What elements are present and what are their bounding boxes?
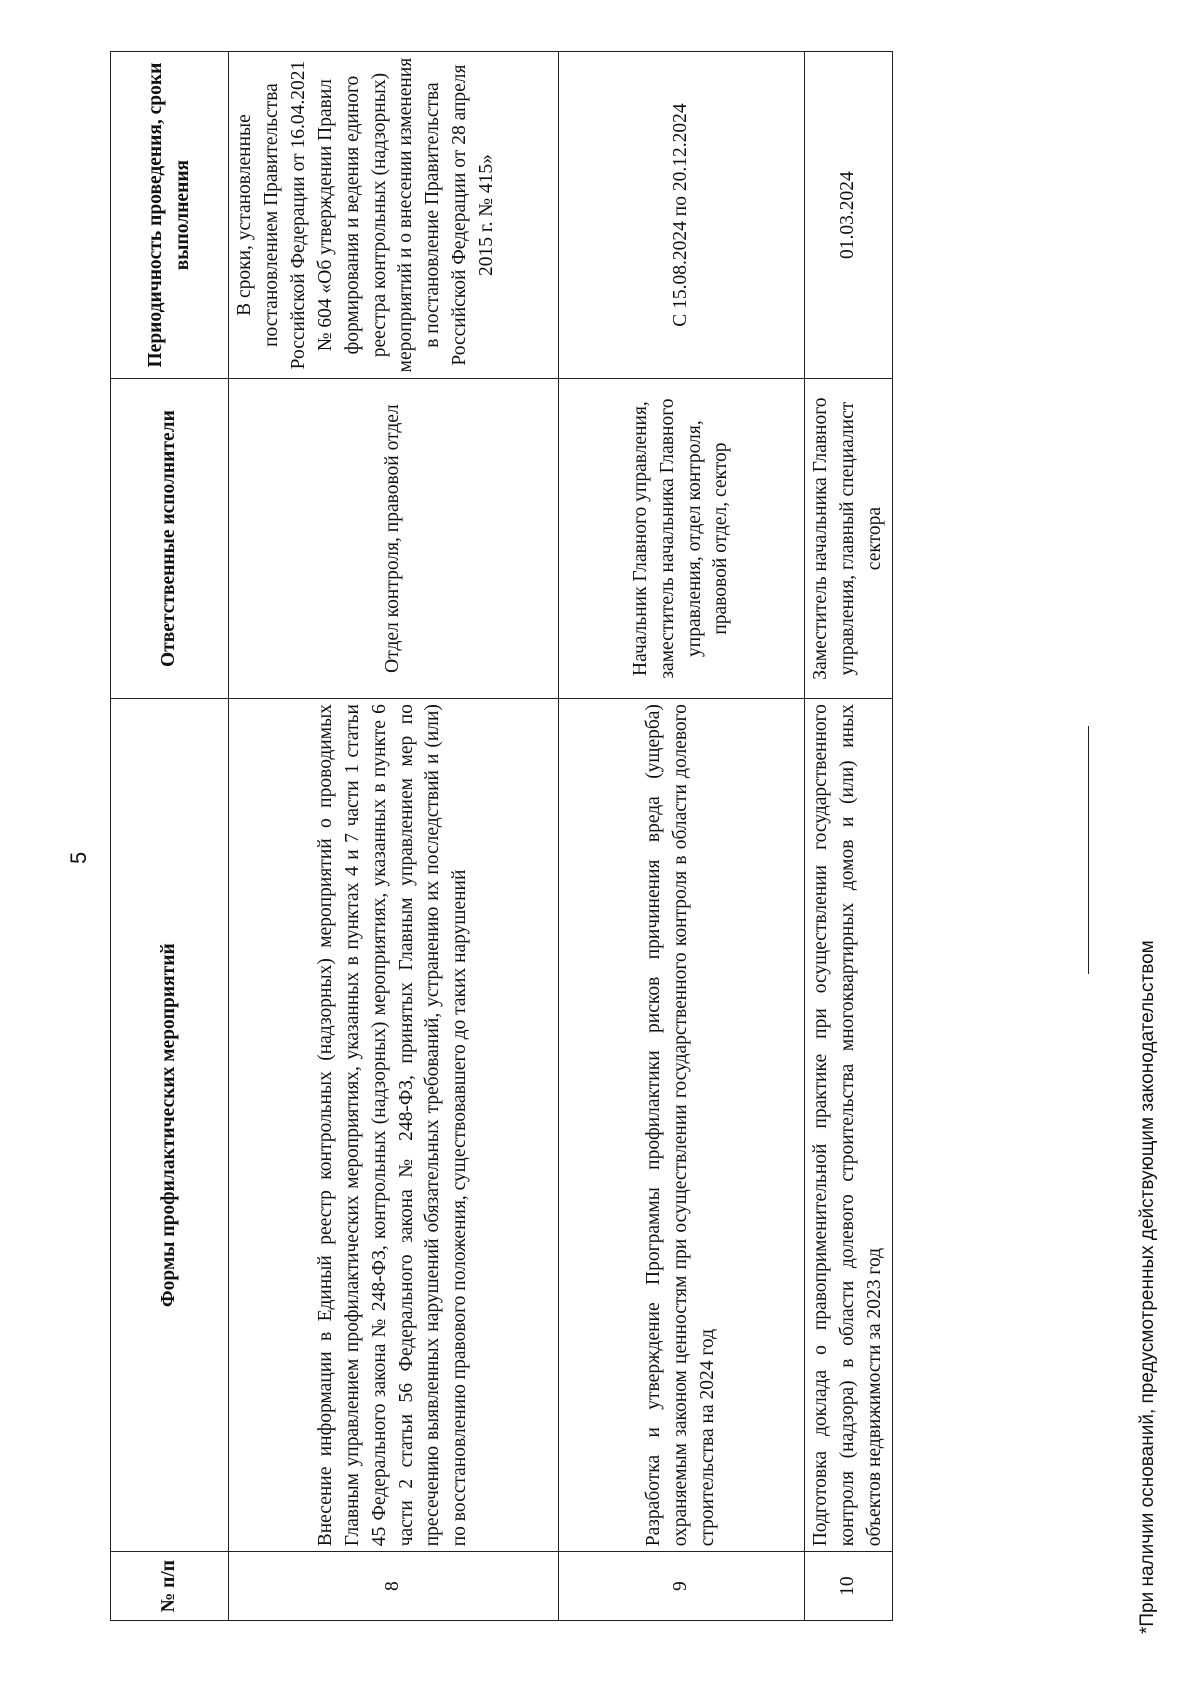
table-row — [229, 52, 559, 1621]
row-responsible: Начальник Главного управления, заместитель начальника Главного управления, отдел контроля, правовой отдел, сектор — [559, 379, 805, 699]
row-periodicity: 01.03.2024 — [805, 52, 893, 379]
row-num: 9 — [559, 1552, 805, 1621]
row-periodicity: С 15.08.2024 по 20.12.2024 — [559, 52, 805, 379]
row-periodicity: В сроки, установленные постановлением Правительства Российской Федерации от 16.04.2021 № 604 «Об утверждении Правил формирования и ведения единого реестра контрольных (надзорных) мероприятий и о внесении изменения в постановление Правительства Российской Федерации от 28 апреля 2015 г. № 415» — [229, 52, 559, 379]
row-forms: Подготовка доклада о правоприменительной практике при осуществлении государственного контроля (надзора) в области долевого строительства многоквартирных домов и (или) иных объектов недвижимости за 2023 год — [805, 699, 893, 1552]
header-periodicity: Периодичность проведения, сроки выполнения — [111, 52, 229, 379]
row-responsible: Отдел контроля, правовой отдел — [229, 379, 559, 699]
table-row — [559, 52, 805, 1621]
footnote: *При наличии оснований, предусмотренных действующим законодательством — [1137, 940, 1158, 1634]
row-forms: Внесение информации в Единый реестр контрольных (надзорных) мероприятий о проводимых Главным управлением профилактических мероприятиях, указанных в пунктах 4 и 7 части 1 статьи 45 Федерального закона № 248-ФЗ, контрольных (надзорных) мероприятиях, указанных в пункте 6 части 2 статьи 56 Федерального закона № 248-ФЗ, принятых Главным управлением мер по пресечению выявленных нарушений обязательных требований, устранению их последствий и (или) по восстановлению правового положения, существовавшего до таких нарушений — [229, 699, 559, 1552]
page-number: 5 — [66, 851, 91, 864]
row-responsible: Заместитель начальника Главного управления, главный специалист сектора — [805, 379, 893, 699]
row-num: 10 — [805, 1552, 893, 1621]
header-responsible: Ответственные исполнители — [111, 379, 229, 699]
header-num: № п/п — [111, 1552, 229, 1621]
table-row — [805, 52, 893, 1621]
divider-line — [1088, 726, 1089, 974]
table-header-row — [111, 52, 229, 1621]
row-num: 8 — [229, 1552, 559, 1621]
header-forms: Формы профилактических мероприятий — [111, 699, 229, 1552]
measures-table — [110, 51, 893, 1621]
row-forms: Разработка и утверждение Программы профилактики рисков причинения вреда (ущерба) охраняемым законом ценностям при осуществлении государственного контроля в области долевого строительства на 2024 год — [559, 699, 805, 1552]
